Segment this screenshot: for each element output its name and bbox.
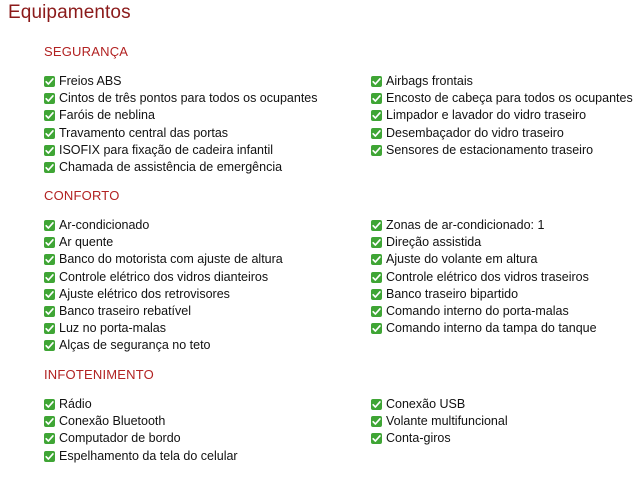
feature-label: Comando interno do porta-malas <box>386 303 569 318</box>
check-icon <box>44 110 55 121</box>
feature-item <box>44 251 283 268</box>
check-icon <box>371 272 382 283</box>
check-icon <box>44 254 55 265</box>
check-icon <box>371 399 382 410</box>
feature-item <box>371 251 597 268</box>
feature-label: Controle elétrico dos vidros traseiros <box>386 269 589 284</box>
feature-label: Cintos de três pontos para todos os ocupantes <box>59 91 318 106</box>
feature-label: Limpador e lavador do vidro traseiro <box>386 108 587 123</box>
feature-item <box>371 234 597 251</box>
section-infotenimento <box>44 367 640 463</box>
feature-item <box>371 303 597 320</box>
feature-item <box>371 217 597 234</box>
check-icon <box>44 76 55 87</box>
feature-label: Computador de bordo <box>59 431 181 446</box>
check-icon <box>44 128 55 139</box>
feature-item <box>44 125 318 142</box>
check-icon <box>44 399 55 410</box>
check-icon <box>371 433 382 444</box>
feature-item <box>371 430 508 447</box>
page-title: Equipamentos <box>8 2 131 23</box>
feature-item <box>371 320 597 337</box>
check-icon <box>371 323 382 334</box>
feature-list-left <box>44 396 238 465</box>
feature-label: Espelhamento da tela do celular <box>59 448 238 463</box>
feature-item <box>371 125 633 142</box>
feature-item <box>44 269 283 286</box>
feature-item <box>371 107 633 124</box>
feature-item <box>44 90 318 107</box>
feature-label: Desembaçador do vidro traseiro <box>386 125 564 140</box>
section-title: SEGURANÇA <box>44 44 129 59</box>
check-icon <box>371 220 382 231</box>
check-icon <box>371 289 382 300</box>
feature-label: Banco traseiro rebatível <box>59 303 192 318</box>
feature-label: Alças de segurança no teto <box>59 338 211 353</box>
check-icon <box>44 340 55 351</box>
check-icon <box>44 220 55 231</box>
feature-list-left <box>44 217 283 355</box>
check-icon <box>371 76 382 87</box>
feature-label: Controle elétrico dos vidros dianteiros <box>59 269 269 284</box>
check-icon <box>44 433 55 444</box>
feature-item <box>44 337 283 354</box>
feature-item <box>44 217 283 234</box>
section-seguranca <box>44 44 640 174</box>
feature-label: Conexão USB <box>386 397 466 411</box>
feature-label: Ajuste do volante em altura <box>386 252 538 267</box>
check-icon <box>371 110 382 121</box>
feature-list-left <box>44 73 318 176</box>
check-icon <box>44 162 55 173</box>
check-icon <box>44 93 55 104</box>
feature-item <box>44 107 318 124</box>
check-icon <box>44 451 55 462</box>
check-icon <box>44 145 55 156</box>
check-icon <box>371 128 382 139</box>
feature-item <box>371 269 597 286</box>
feature-label: Sensores de estacionamento traseiro <box>386 142 594 157</box>
feature-item <box>44 234 283 251</box>
feature-list-right <box>371 217 597 337</box>
feature-label: Rádio <box>59 397 92 411</box>
feature-item <box>44 142 318 159</box>
section-conforto <box>44 188 640 353</box>
feature-label: Freios ABS <box>59 74 122 88</box>
feature-item <box>44 159 318 176</box>
feature-item <box>371 90 633 107</box>
feature-item <box>371 73 633 90</box>
feature-label: Conexão Bluetooth <box>59 414 166 429</box>
feature-label: Travamento central das portas <box>59 125 229 140</box>
check-icon <box>44 289 55 300</box>
feature-item <box>371 413 508 430</box>
feature-item <box>44 73 318 90</box>
feature-item <box>371 142 633 159</box>
check-icon <box>44 306 55 317</box>
feature-item <box>371 396 508 413</box>
feature-item <box>44 320 283 337</box>
feature-item <box>44 413 238 430</box>
feature-label: Volante multifuncional <box>386 414 508 429</box>
feature-list-right <box>371 73 633 159</box>
feature-label: Conta-giros <box>386 431 451 446</box>
feature-item <box>44 303 283 320</box>
feature-label: Banco do motorista com ajuste de altura <box>59 252 283 267</box>
feature-list-right <box>371 396 508 448</box>
feature-label: Luz no porta-malas <box>59 321 167 336</box>
feature-label: Zonas de ar-condicionado: 1 <box>386 218 545 232</box>
check-icon <box>371 145 382 156</box>
section-title: INFOTENIMENTO <box>44 367 154 382</box>
check-icon <box>44 272 55 283</box>
feature-label: Ar-condicionado <box>59 218 150 232</box>
feature-item <box>44 448 238 465</box>
feature-label: Faróis de neblina <box>59 108 155 123</box>
feature-item <box>44 430 238 447</box>
feature-label: Direção assistida <box>386 235 482 250</box>
feature-label: ISOFIX para fixação de cadeira infantil <box>59 142 274 157</box>
section-title: CONFORTO <box>44 188 120 203</box>
feature-label: Banco traseiro bipartido <box>386 286 519 301</box>
feature-item <box>44 286 283 303</box>
check-icon <box>44 416 55 427</box>
feature-label: Encosto de cabeça para todos os ocupantes <box>386 91 633 106</box>
check-icon <box>371 237 382 248</box>
check-icon <box>371 416 382 427</box>
feature-label: Airbags frontais <box>386 74 473 88</box>
feature-label: Comando interno da tampa do tanque <box>386 321 597 336</box>
feature-item <box>371 286 597 303</box>
feature-label: Chamada de assistência de emergência <box>59 159 283 174</box>
check-icon <box>44 323 55 334</box>
feature-label: Ar quente <box>59 235 114 250</box>
feature-label: Ajuste elétrico dos retrovisores <box>59 286 230 301</box>
check-icon <box>371 254 382 265</box>
check-icon <box>371 306 382 317</box>
check-icon <box>371 93 382 104</box>
check-icon <box>44 237 55 248</box>
feature-item <box>44 396 238 413</box>
